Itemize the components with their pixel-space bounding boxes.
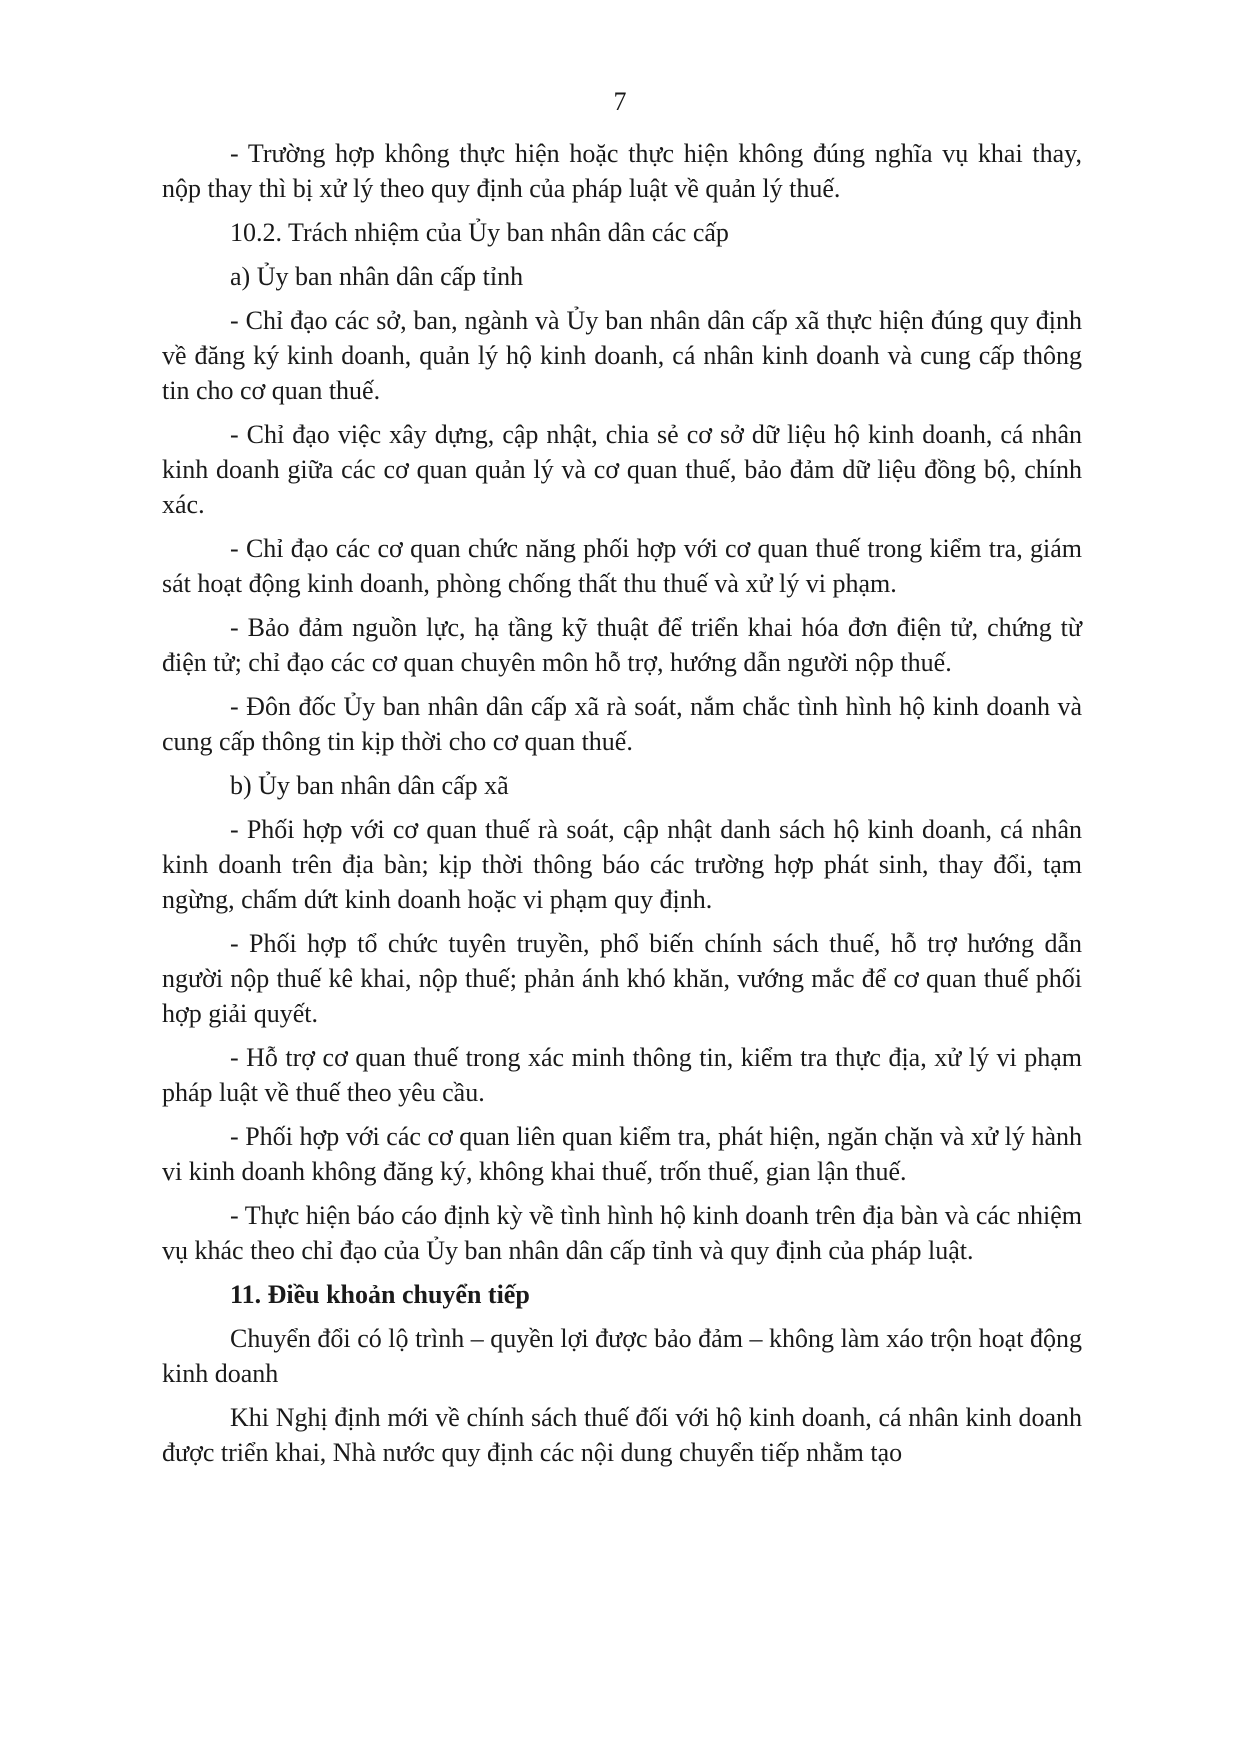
- paragraph: - Chỉ đạo việc xây dựng, cập nhật, chia sẻ cơ sở dữ liệu hộ kinh doanh, cá nhân kinh doanh giữa các cơ quan quản lý và cơ quan thuế, bảo đảm dữ liệu đồng bộ, chính xác.: [162, 420, 1082, 519]
- page-number: 7: [613, 87, 627, 116]
- paragraph: - Phối hợp với các cơ quan liên quan kiểm tra, phát hiện, ngăn chặn và xử lý hành vi kinh doanh không đăng ký, không khai thuế, trốn thuế, gian lận thuế.: [162, 1122, 1082, 1186]
- paragraph: - Chỉ đạo các sở, ban, ngành và Ủy ban nhân dân cấp xã thực hiện đúng quy định về đăng ký kinh doanh, quản lý hộ kinh doanh, cá nhân kinh doanh và cung cấp thông tin cho cơ quan thuế.: [162, 306, 1082, 405]
- paragraph: - Chỉ đạo các cơ quan chức năng phối hợp với cơ quan thuế trong kiểm tra, giám sát hoạt động kinh doanh, phòng chống thất thu thuế và xử lý vi phạm.: [162, 534, 1082, 598]
- document-body: [162, 136, 1082, 1479]
- paragraph: Chuyển đổi có lộ trình – quyền lợi được bảo đảm – không làm xáo trộn hoạt động kinh doanh: [162, 1324, 1082, 1388]
- subsection-title: 10.2. Trách nhiệm của Ủy ban nhân dân các cấp: [230, 218, 729, 247]
- paragraph: - Đôn đốc Ủy ban nhân dân cấp xã rà soát, nắm chắc tình hình hộ kinh doanh và cung cấp thông tin kịp thời cho cơ quan thuế.: [162, 692, 1082, 756]
- section-heading: 11. Điều khoản chuyển tiếp: [230, 1280, 530, 1309]
- paragraph: - Phối hợp với cơ quan thuế rà soát, cập nhật danh sách hộ kinh doanh, cá nhân kinh doanh trên địa bàn; kịp thời thông báo các trường hợp phát sinh, thay đổi, tạm ngừng, chấm dứt kinh doanh hoặc vi phạm quy định.: [162, 815, 1082, 914]
- subsection-item-title: a) Ủy ban nhân dân cấp tỉnh: [230, 262, 524, 291]
- paragraph: - Thực hiện báo cáo định kỳ về tình hình hộ kinh doanh trên địa bàn và các nhiệm vụ khác theo chỉ đạo của Ủy ban nhân dân cấp tỉnh và quy định của pháp luật.: [162, 1201, 1082, 1265]
- paragraph: - Bảo đảm nguồn lực, hạ tầng kỹ thuật để triển khai hóa đơn điện tử, chứng từ điện tử; chỉ đạo các cơ quan chuyên môn hỗ trợ, hướng dẫn người nộp thuế.: [162, 613, 1082, 677]
- paragraph: - Trường hợp không thực hiện hoặc thực hiện không đúng nghĩa vụ khai thay, nộp thay thì bị xử lý theo quy định của pháp luật về quản lý thuế.: [162, 139, 1082, 203]
- paragraph: Khi Nghị định mới về chính sách thuế đối với hộ kinh doanh, cá nhân kinh doanh được triển khai, Nhà nước quy định các nội dung chuyển tiếp nhằm tạo: [162, 1403, 1082, 1467]
- paragraph: - Phối hợp tổ chức tuyên truyền, phổ biến chính sách thuế, hỗ trợ hướng dẫn người nộp thuế kê khai, nộp thuế; phản ánh khó khăn, vướng mắc để cơ quan thuế phối hợp giải quyết.: [162, 929, 1082, 1028]
- subsection-item-title: b) Ủy ban nhân dân cấp xã: [230, 771, 509, 800]
- paragraph: - Hỗ trợ cơ quan thuế trong xác minh thông tin, kiểm tra thực địa, xử lý vi phạm pháp luật về thuế theo yêu cầu.: [162, 1043, 1082, 1107]
